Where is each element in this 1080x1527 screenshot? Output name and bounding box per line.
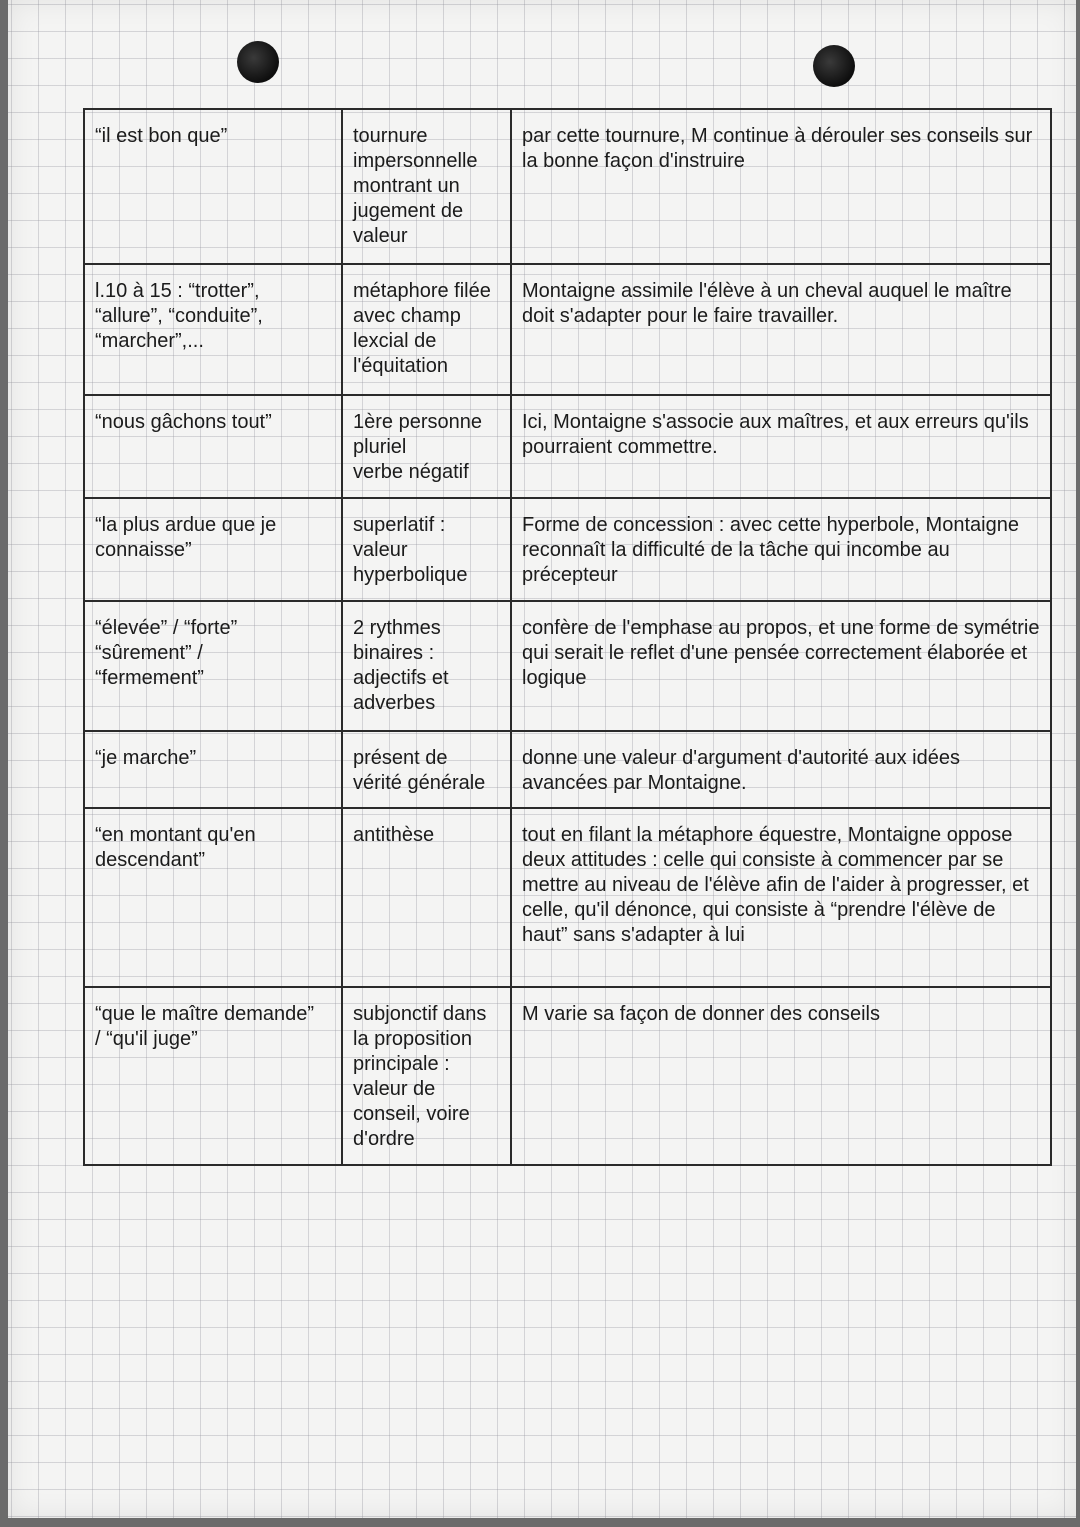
binder-hole-right [813,45,855,87]
interpretation-cell [511,601,1051,731]
technique-cell [342,498,511,601]
quote-cell [84,264,342,395]
table-row [84,731,1051,808]
interpretation-text: Ici, Montaigne s'associe aux maîtres, et aux erreurs qu'ils pourraient commettre. [522,411,1029,458]
interpretation-cell [511,731,1051,808]
technique-text: subjonctif dans la proposition principale : valeur de conseil, voire d'ordre [353,1003,487,1150]
quote-cell [84,109,342,264]
technique-text: 1ère personne pluriel verbe négatif [353,411,482,483]
interpretation-cell [511,987,1051,1165]
table-row [84,808,1051,987]
quote-cell [84,808,342,987]
technique-cell [342,395,511,498]
table-row [84,601,1051,731]
quote-cell [84,731,342,808]
quote-cell [84,601,342,731]
table-row [84,395,1051,498]
technique-cell [342,264,511,395]
interpretation-text: tout en filant la métaphore équestre, Montaigne oppose deux attitudes : celle qui consiste à commencer par se mettre au niveau de l'élève afin de l'aider à progresser, et celle, qu'il dénonce, qui consiste à “prendre l'élève de haut” sans s'adapter à lui [522,824,1029,946]
quote-text: “nous gâchons tout” [95,411,272,433]
quote-cell [84,498,342,601]
quote-text: “élevée” / “forte” “sûrement” / “fermement” [95,617,238,689]
technique-text: métaphore filée avec champ lexcial de l'équitation [353,280,491,377]
notebook-page [8,0,1076,1518]
quote-cell [84,987,342,1165]
binder-hole-left [237,41,279,83]
technique-cell [342,987,511,1165]
technique-text: présent de vérité générale [353,747,486,794]
technique-text: antithèse [353,824,435,846]
technique-cell [342,808,511,987]
interpretation-text: Forme de concession : avec cette hyperbole, Montaigne reconnaît la difficulté de la tâche qui incombe au précepteur [522,514,1019,586]
interpretation-cell [511,808,1051,987]
technique-text: superlatif : valeur hyperbolique [353,514,468,586]
quote-text: “il est bon que” [95,125,228,147]
table-row [84,987,1051,1165]
technique-text: tournure impersonnelle montrant un jugement de valeur [353,125,478,247]
interpretation-cell [511,264,1051,395]
table-row [84,264,1051,395]
interpretation-text: donne une valeur d'argument d'autorité aux idées avancées par Montaigne. [522,747,960,794]
quote-text: “la plus ardue que je connaisse” [95,514,277,561]
quote-text: “que le maître demande” / “qu'il juge” [95,1003,315,1050]
quote-cell [84,395,342,498]
technique-cell [342,731,511,808]
quote-text: “en montant qu'en descendant” [95,824,256,871]
technique-cell [342,601,511,731]
analysis-table [83,108,1052,1166]
table-row [84,109,1051,264]
quote-text: l.10 à 15 : “trotter”, “allure”, “conduite”, “marcher”,... [95,280,263,352]
table-row [84,498,1051,601]
interpretation-text: confère de l'emphase au propos, et une forme de symétrie qui serait le reflet d'une pensée correctement élaborée et logique [522,617,1040,689]
interpretation-cell [511,395,1051,498]
technique-cell [342,109,511,264]
interpretation-text: Montaigne assimile l'élève à un cheval auquel le maître doit s'adapter pour le faire travailler. [522,280,1012,327]
interpretation-cell [511,498,1051,601]
interpretation-cell [511,109,1051,264]
interpretation-text: M varie sa façon de donner des conseils [522,1003,880,1025]
technique-text: 2 rythmes binaires : adjectifs et adverbes [353,617,449,714]
interpretation-text: par cette tournure, M continue à dérouler ses conseils sur la bonne façon d'instruire [522,125,1033,172]
quote-text: “je marche” [95,747,197,769]
